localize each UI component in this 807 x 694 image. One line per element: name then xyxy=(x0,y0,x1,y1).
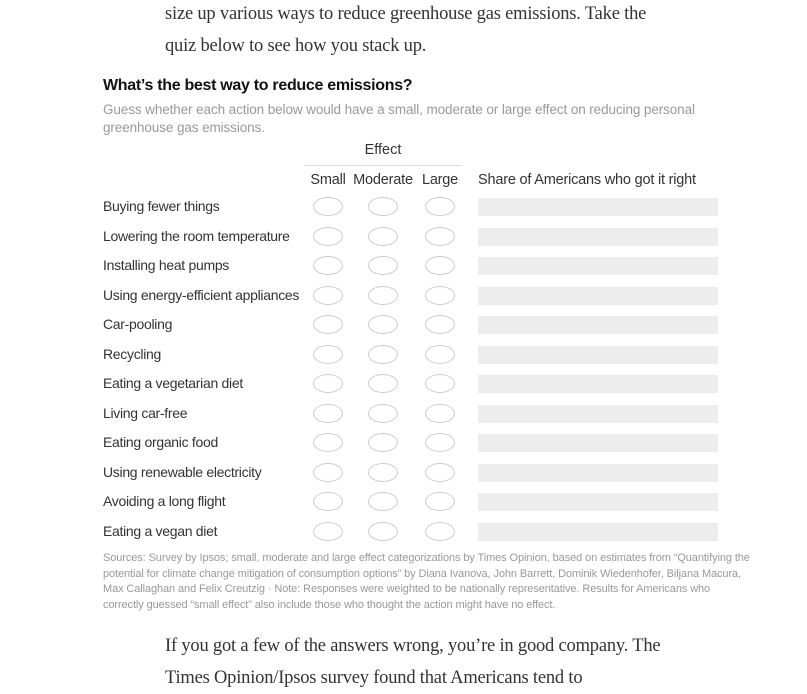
radio-small[interactable] xyxy=(313,315,343,334)
action-label: Living car-free xyxy=(103,404,188,421)
action-label: Eating organic food xyxy=(103,434,218,450)
action-label: Installing heat pumps xyxy=(103,257,230,273)
intro-line: size up various ways to reduce greenhouse gas emissions. Take the xyxy=(165,4,647,24)
radio-small[interactable] xyxy=(313,492,343,511)
share-bar xyxy=(478,346,718,364)
radio-moderate[interactable] xyxy=(368,345,398,364)
quiz-row xyxy=(0,369,807,399)
action-label: Using energy-efficient appliances xyxy=(103,286,300,303)
quiz-row xyxy=(0,487,807,517)
share-bar xyxy=(478,287,718,305)
quiz-row xyxy=(0,428,807,458)
quiz-row xyxy=(0,399,807,429)
quiz-row xyxy=(0,310,807,340)
share-bar xyxy=(478,464,718,482)
share-bar xyxy=(478,493,718,511)
quiz-title: What’s the best way to reduce emissions? xyxy=(103,77,413,94)
action-label: Car-pooling xyxy=(103,316,173,332)
share-bar xyxy=(478,198,718,216)
action-label: Eating a vegan diet xyxy=(103,522,218,539)
radio-large[interactable] xyxy=(425,492,455,511)
action-label: Recycling xyxy=(103,345,161,362)
radio-small[interactable] xyxy=(313,404,343,423)
outro-line: If you got a few of the answers wrong, you’re in good company. The xyxy=(165,636,661,656)
radio-large[interactable] xyxy=(425,315,455,334)
sources-note-line: Max Callaghan and Felix Creutzig · Note: Responses were weighted to be nationally representative. Results for Americans who xyxy=(103,583,711,596)
quiz-row xyxy=(0,340,807,370)
radio-small[interactable] xyxy=(313,433,343,452)
sources-note xyxy=(103,551,750,613)
action-label: Using renewable electricity xyxy=(103,463,262,480)
share-bar xyxy=(478,405,718,423)
sources-note-line: potential for climate change mitigation of consumption options” by Diana Ivanova, John Barrett, Dominik Wiedenhofer, Biljana Macura, xyxy=(103,567,741,580)
share-bar xyxy=(478,375,718,393)
radio-small[interactable] xyxy=(313,463,343,482)
radio-small[interactable] xyxy=(313,256,343,275)
radio-small[interactable] xyxy=(313,345,343,364)
radio-large[interactable] xyxy=(425,286,455,305)
radio-moderate[interactable] xyxy=(368,197,398,216)
quiz-row xyxy=(0,222,807,252)
radio-moderate[interactable] xyxy=(368,256,398,275)
radio-moderate[interactable] xyxy=(368,522,398,541)
quiz-table-body xyxy=(0,192,807,546)
quiz-row xyxy=(0,517,807,547)
sources-note-line: Sources: Survey by Ipsos; small, moderate and large effect categorizations by Times Opinion, based on estimates from “Quantifying the xyxy=(103,552,750,564)
quiz-row xyxy=(0,251,807,281)
share-bar xyxy=(478,316,718,334)
share-bar xyxy=(478,434,718,452)
column-header-small: Small xyxy=(310,172,346,188)
sources-note-line: correctly guessed “small effect” also include those who thought the action might have no effect. xyxy=(103,598,556,611)
radio-moderate[interactable] xyxy=(368,433,398,452)
column-header-large: Large xyxy=(421,172,459,188)
radio-small[interactable] xyxy=(313,197,343,216)
radio-large[interactable] xyxy=(425,522,455,541)
radio-large[interactable] xyxy=(425,404,455,423)
radio-moderate[interactable] xyxy=(368,315,398,334)
outro-paragraph xyxy=(165,630,660,694)
radio-small[interactable] xyxy=(313,374,343,393)
share-bar xyxy=(478,523,718,541)
radio-moderate[interactable] xyxy=(368,286,398,305)
radio-large[interactable] xyxy=(425,463,455,482)
radio-moderate[interactable] xyxy=(368,463,398,482)
radio-large[interactable] xyxy=(425,227,455,246)
quiz-subtitle xyxy=(103,101,695,136)
action-label: Lowering the room temperature xyxy=(103,227,290,244)
radio-moderate[interactable] xyxy=(368,492,398,511)
intro-paragraph xyxy=(165,0,646,62)
quiz-row xyxy=(0,458,807,488)
outro-line: Times Opinion/Ipsos survey found that Americans tend to xyxy=(165,668,583,688)
radio-small[interactable] xyxy=(313,522,343,541)
action-label: Eating a vegetarian diet xyxy=(103,375,243,391)
column-header-moderate: Moderate xyxy=(353,172,413,188)
intro-line: quiz below to see how you stack up. xyxy=(165,36,427,56)
radio-large[interactable] xyxy=(425,374,455,393)
share-bar xyxy=(478,228,718,246)
radio-large[interactable] xyxy=(425,197,455,216)
radio-large[interactable] xyxy=(425,345,455,364)
share-bar xyxy=(478,257,718,275)
radio-large[interactable] xyxy=(425,256,455,275)
radio-moderate[interactable] xyxy=(368,227,398,246)
radio-small[interactable] xyxy=(313,286,343,305)
quiz-subtitle-line: Guess whether each action below would have a small, moderate or large effect on reducing personal xyxy=(103,102,695,117)
quiz-row xyxy=(0,281,807,311)
radio-moderate[interactable] xyxy=(368,404,398,423)
share-column-header: Share of Americans who got it right xyxy=(478,172,696,188)
radio-large[interactable] xyxy=(425,433,455,452)
quiz-subtitle-line: greenhouse gas emissions. xyxy=(103,119,265,135)
radio-small[interactable] xyxy=(313,227,343,246)
action-label: Buying fewer things xyxy=(103,198,220,214)
radio-moderate[interactable] xyxy=(368,374,398,393)
action-label: Avoiding a long flight xyxy=(103,493,226,509)
effect-column-group-header: Effect xyxy=(304,142,462,166)
quiz-row xyxy=(0,192,807,222)
